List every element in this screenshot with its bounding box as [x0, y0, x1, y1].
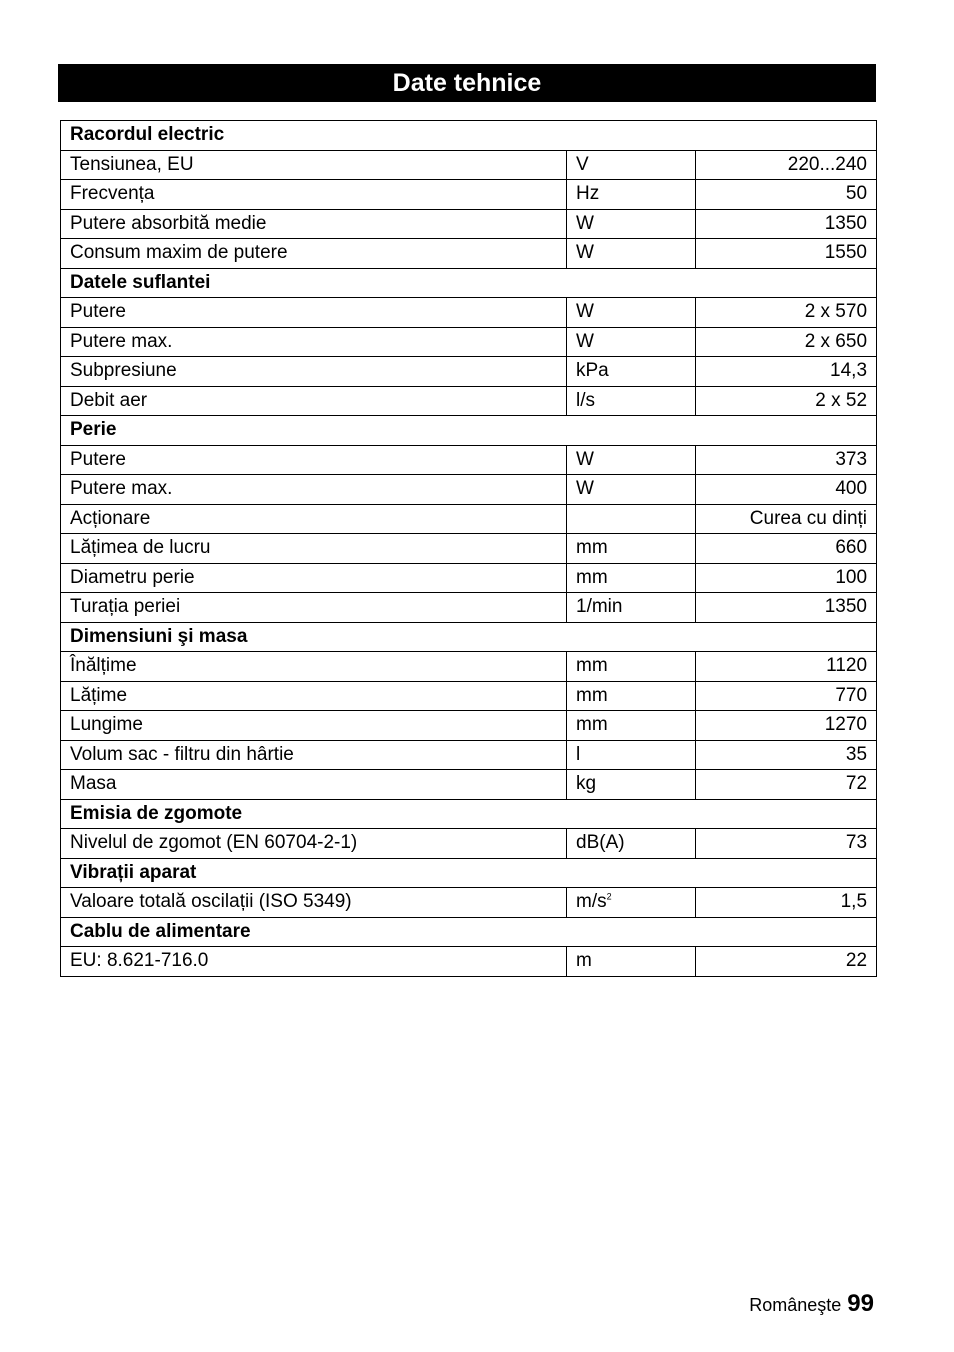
table-row: [61, 770, 877, 800]
parameter-unit: [567, 947, 696, 977]
section-title: Cablu de alimentare: [61, 917, 877, 947]
section-header-row: [61, 268, 877, 298]
parameter-value: 373: [696, 445, 877, 475]
parameter-label: Valoare totală oscilații (ISO 5349): [61, 888, 567, 918]
parameter-label: Putere max.: [61, 327, 567, 357]
parameter-unit: [567, 563, 696, 593]
parameter-unit: [567, 711, 696, 741]
unit-text: l: [576, 743, 581, 765]
unit-text: dB(A): [576, 832, 625, 854]
table-row: [61, 239, 877, 269]
table-row: [61, 386, 877, 416]
table-row: [61, 888, 877, 918]
parameter-label: Lățime: [61, 681, 567, 711]
parameter-value: 14,3: [696, 357, 877, 387]
parameter-label: Turația periei: [61, 593, 567, 623]
section-title: Perie: [61, 416, 877, 446]
unit-text: mm: [576, 684, 608, 706]
parameter-label: Putere: [61, 298, 567, 328]
table-row: [61, 947, 877, 977]
parameter-label: Putere absorbită medie: [61, 209, 567, 239]
parameter-unit: [567, 681, 696, 711]
parameter-unit: [567, 652, 696, 682]
parameter-label: Acționare: [61, 504, 567, 534]
unit-text: mm: [576, 537, 608, 559]
parameter-unit: [567, 740, 696, 770]
unit-text: W: [576, 301, 594, 323]
section-header-row: [61, 416, 877, 446]
parameter-value: 35: [696, 740, 877, 770]
parameter-value: 1550: [696, 239, 877, 269]
unit-text: mm: [576, 714, 608, 736]
section-header-row: [61, 858, 877, 888]
table-row: [61, 150, 877, 180]
parameter-value: 50: [696, 180, 877, 210]
parameter-label: Frecvența: [61, 180, 567, 210]
table-row: [61, 504, 877, 534]
parameter-unit: [567, 445, 696, 475]
unit-text: l/s: [576, 389, 595, 411]
parameter-value: 2 x 570: [696, 298, 877, 328]
parameter-label: Debit aer: [61, 386, 567, 416]
unit-text: W: [576, 448, 594, 470]
table-row: [61, 298, 877, 328]
table-row: [61, 652, 877, 682]
parameter-unit: [567, 386, 696, 416]
unit-text: m/s: [576, 891, 607, 913]
unit-text: 1/min: [576, 596, 623, 618]
table-row: [61, 209, 877, 239]
table-row: [61, 740, 877, 770]
parameter-unit: [567, 534, 696, 564]
parameter-value: 2 x 52: [696, 386, 877, 416]
parameter-value: 73: [696, 829, 877, 859]
parameter-value: 220...240: [696, 150, 877, 180]
unit-text: mm: [576, 655, 608, 677]
parameter-label: Lățimea de lucru: [61, 534, 567, 564]
section-title: Dimensiuni şi masa: [61, 622, 877, 652]
table-row: [61, 180, 877, 210]
parameter-value: Curea cu dinți: [696, 504, 877, 534]
page-footer: [749, 1290, 874, 1318]
parameter-unit: [567, 475, 696, 505]
parameter-value: 1270: [696, 711, 877, 741]
table-row: [61, 534, 877, 564]
unit-superscript: 2: [606, 891, 612, 902]
unit-text: V: [576, 153, 589, 175]
section-header-row: [61, 121, 877, 151]
parameter-label: Tensiunea, EU: [61, 150, 567, 180]
parameter-label: Subpresiune: [61, 357, 567, 387]
parameter-label: Lungime: [61, 711, 567, 741]
parameter-label: Consum maxim de putere: [61, 239, 567, 269]
parameter-value: 1350: [696, 209, 877, 239]
parameter-unit: [567, 504, 696, 534]
section-title: Racordul electric: [61, 121, 877, 151]
section-title: Emisia de zgomote: [61, 799, 877, 829]
unit-text: Hz: [576, 183, 600, 205]
table-row: [61, 681, 877, 711]
technical-data-table: [60, 120, 877, 977]
unit-text: kg: [576, 773, 597, 795]
parameter-label: Masa: [61, 770, 567, 800]
parameter-label: Diametru perie: [61, 563, 567, 593]
parameter-label: EU: 8.621-716.0: [61, 947, 567, 977]
parameter-unit: [567, 888, 696, 918]
unit-text: kPa: [576, 360, 609, 382]
parameter-value: 770: [696, 681, 877, 711]
page-number: 99: [847, 1290, 874, 1317]
parameter-unit: [567, 357, 696, 387]
parameter-unit: [567, 327, 696, 357]
parameter-value: 2 x 650: [696, 327, 877, 357]
section-title: Datele suflantei: [61, 268, 877, 298]
table-row: [61, 327, 877, 357]
unit-text: W: [576, 330, 594, 352]
section-header-row: [61, 917, 877, 947]
parameter-unit: [567, 829, 696, 859]
parameter-unit: [567, 209, 696, 239]
section-header-row: [61, 799, 877, 829]
table-row: [61, 445, 877, 475]
unit-text: m: [576, 950, 592, 972]
parameter-unit: [567, 239, 696, 269]
parameter-value: 22: [696, 947, 877, 977]
unit-text: W: [576, 478, 594, 500]
footer-language: Româneşte: [749, 1295, 842, 1315]
table-row: [61, 357, 877, 387]
section-header-row: [61, 622, 877, 652]
unit-text: W: [576, 242, 594, 264]
parameter-unit: [567, 770, 696, 800]
parameter-value: 1350: [696, 593, 877, 623]
parameter-unit: [567, 298, 696, 328]
parameter-value: 1120: [696, 652, 877, 682]
parameter-label: Putere: [61, 445, 567, 475]
table-row: [61, 711, 877, 741]
parameter-value: 100: [696, 563, 877, 593]
unit-text: mm: [576, 566, 608, 588]
parameter-label: Înălțime: [61, 652, 567, 682]
parameter-value: 72: [696, 770, 877, 800]
parameter-label: Nivelul de zgomot (EN 60704-2-1): [61, 829, 567, 859]
parameter-value: 1,5: [696, 888, 877, 918]
table-row: [61, 475, 877, 505]
parameter-label: Volum sac - filtru din hârtie: [61, 740, 567, 770]
table-row: [61, 563, 877, 593]
parameter-unit: [567, 593, 696, 623]
parameter-value: 660: [696, 534, 877, 564]
parameter-label: Putere max.: [61, 475, 567, 505]
section-title: Vibrații aparat: [61, 858, 877, 888]
table-row: [61, 829, 877, 859]
parameter-unit: [567, 150, 696, 180]
page-title: Date tehnice: [58, 64, 876, 102]
unit-text: W: [576, 212, 594, 234]
parameter-unit: [567, 180, 696, 210]
parameter-value: 400: [696, 475, 877, 505]
table-row: [61, 593, 877, 623]
